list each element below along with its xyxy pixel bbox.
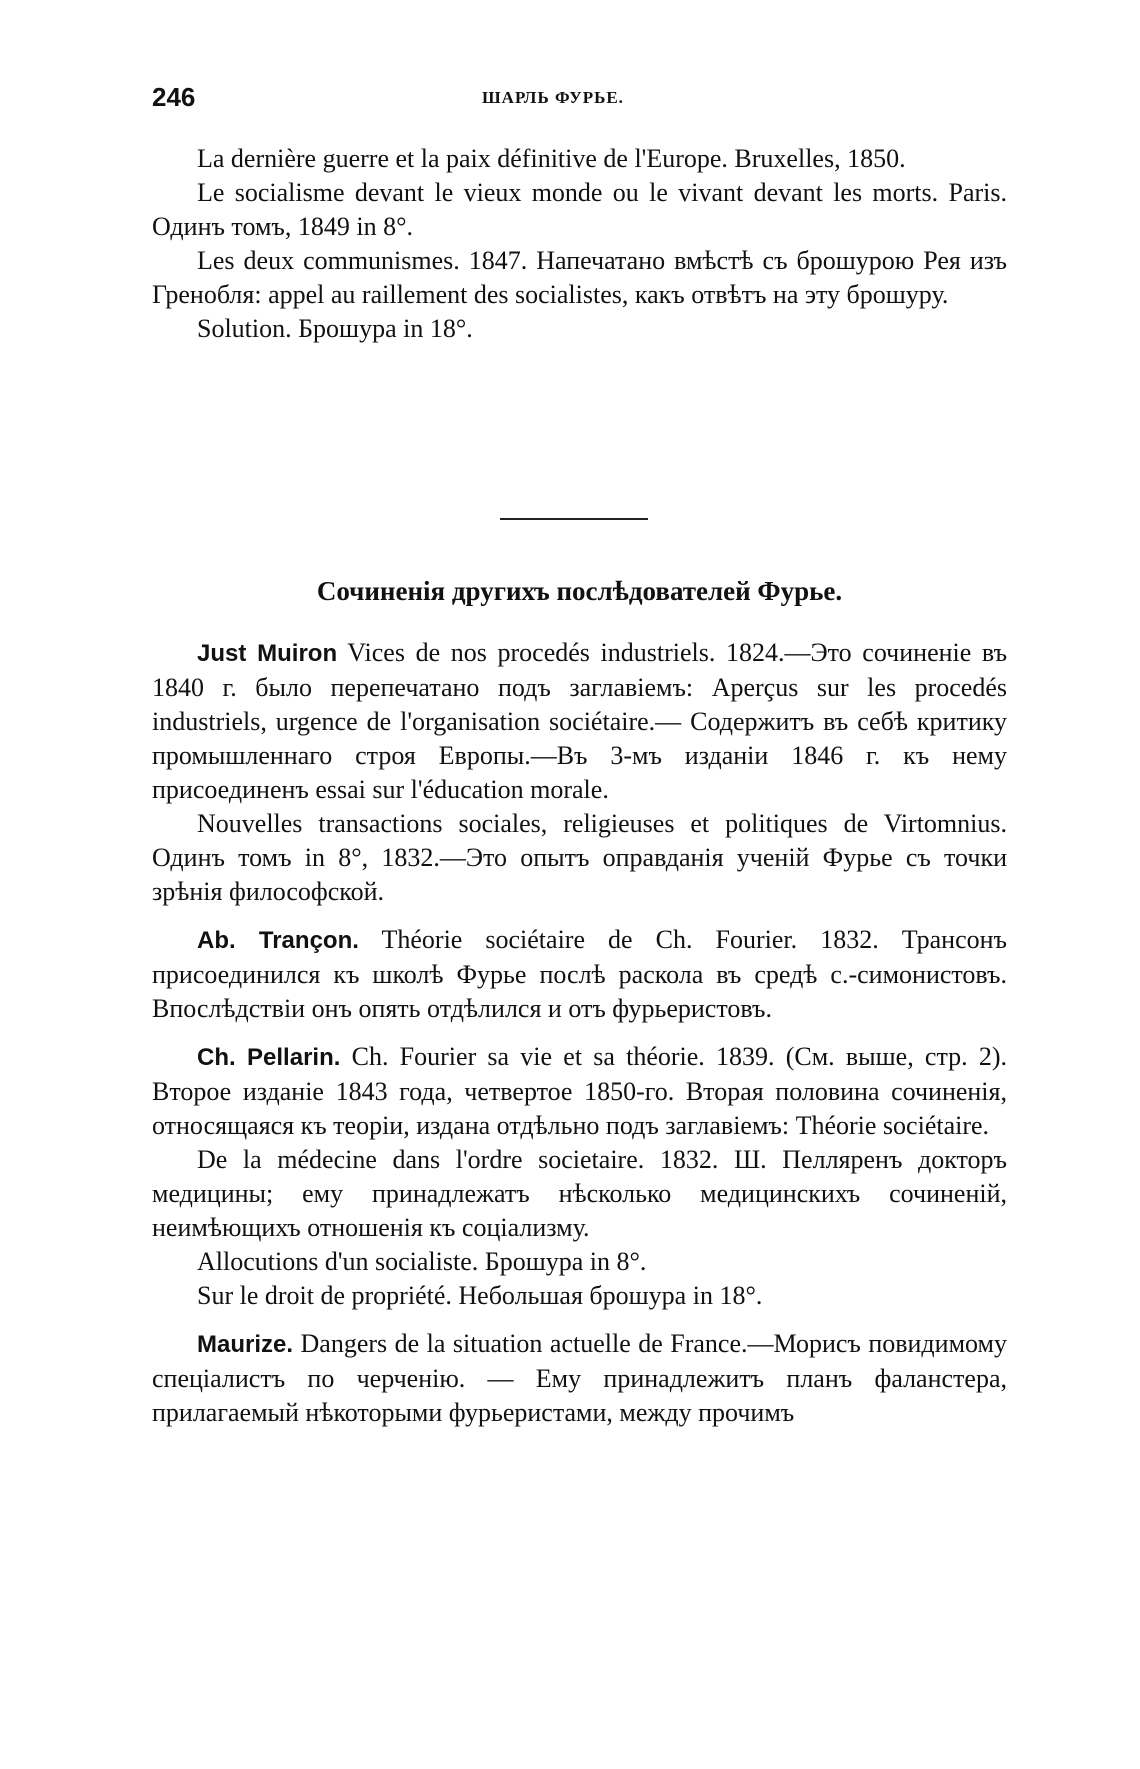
entry-text: Sur le droit de propriété. Небольшая брошура in 18°. <box>197 1281 763 1310</box>
author-name: Ab. Trançon. <box>197 927 359 954</box>
entry-text: De la médecine dans l'ordre societaire. 1832. Ш. Пелляренъ докторъ медицины; ему принадлежатъ нѣсколько медицинскихъ сочиненій, неимѣющихъ отношенія къ соціализму. <box>152 1145 1007 1242</box>
author-name: Just Muiron <box>197 640 338 667</box>
author-name: Maurize. <box>197 1331 294 1358</box>
entry-text: Nouvelles transactions sociales, religieuses et politiques de Virtomnius. Одинъ томъ in 8°, 1832.—Это опытъ оправданія ученій Фурье съ точки зрѣнія философской. <box>152 809 1007 906</box>
entry-pellarin <box>152 1040 1007 1143</box>
page-number: 246 <box>152 82 196 112</box>
entry-gap <box>152 909 1007 923</box>
entry-muiron <box>152 636 1007 807</box>
entry-socialisme-devant: Le socialisme devant le vieux monde ou le vivant devant les morts. Paris. Одинъ томъ, 1849 in 8°. <box>152 178 1007 241</box>
entry-text: Vices de nos procedés industriels. 1824.—Это сочиненіе въ 1840 г. было перепечатано подъ заглавіемъ: Aperçus sur les procedés industriels, urgence de l'organisation sociétaire.— Содержитъ въ себѣ критику промышленнаго строя Европы.—Въ 3-мъ изданіи 1846 г. къ нему присоединенъ essai sur l'éducation morale. <box>152 638 1008 804</box>
running-title: ШАРЛЬ ФУРЬЕ. <box>482 88 624 107</box>
entry-gap <box>152 1026 1007 1040</box>
entry-nouvelles-transactions <box>152 807 1007 909</box>
entry-text: Ch. Fourier sa vie et sa théorie. 1839. (См. выше, стр. 2). Второе изданіе 1843 года, четвертое 1850-го. Вторая половина сочиненія, относящаяся къ теоріи, издана отдѣльно подъ заглавіемъ: Théorie sociétaire. <box>152 1042 1007 1140</box>
entry-allocutions <box>152 1245 1007 1279</box>
entry-maurize <box>152 1327 1007 1430</box>
author-name: Ch. Pellarin. <box>197 1044 341 1071</box>
section-heading: Сочиненія другихъ послѣдователей Фурье. <box>316 576 843 606</box>
entry-gap <box>152 1313 1007 1327</box>
bibliography-block-followers <box>152 636 1007 1430</box>
entry-text: Théorie sociétaire de Ch. Fourier. 1832. Трансонъ присоединился къ школѣ Фурье послѣ раскола въ средѣ с.-симонистовъ. Впослѣдствіи онъ опять отдѣлился и отъ фурьеристовъ. <box>152 925 1007 1023</box>
entry-text: Allocutions d'un socialiste. Брошура in 8°. <box>197 1247 647 1276</box>
entry-trancon <box>152 923 1007 1026</box>
entry-deux-communismes: Les deux communismes. 1847. Напечатано вмѣстѣ съ брошурою Рея изъ Гренобля: appel au raillement des socialistes, какъ отвѣтъ на эту брошуру. <box>152 246 1007 309</box>
entry-solution: Solution. Брошура in 18°. <box>197 314 473 343</box>
entry-medecine <box>152 1143 1007 1245</box>
entry-droit-propriete <box>152 1279 1007 1313</box>
section-divider <box>500 518 648 520</box>
entry-derniere-guerre: La dernière guerre et la paix définitive de l'Europe. Bruxelles, 1850. <box>197 144 906 173</box>
bibliography-block-fourier <box>152 142 1007 346</box>
entry-text: Dangers de la situation actuelle de France.—Морисъ повидимому спеціалистъ по черченію. — Ему принадлежитъ планъ фаланстера, прилагаемый нѣкоторыми фурьеристами, между прочимъ <box>152 1329 1007 1427</box>
page-header <box>152 82 1002 122</box>
